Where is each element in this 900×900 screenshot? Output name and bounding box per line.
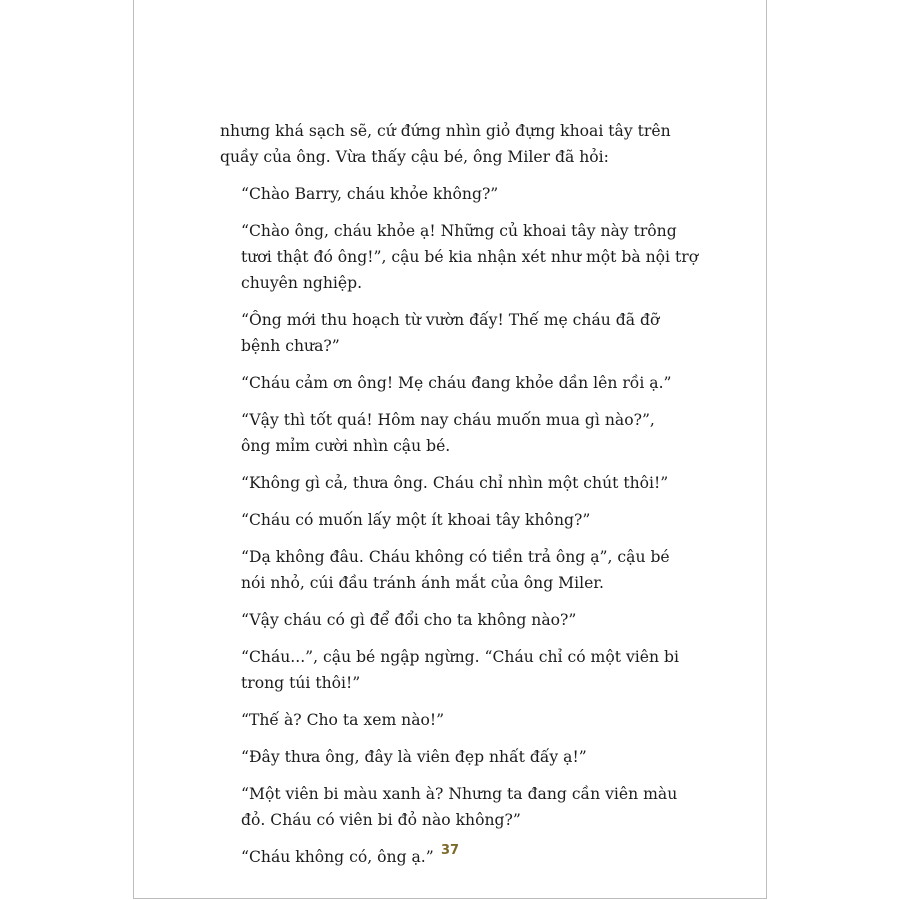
text-line: bệnh chưa?” <box>241 337 340 355</box>
text-line: “Một viên bi màu xanh à? Nhưng ta đang cần viên màu <box>241 785 678 803</box>
paragraph <box>220 644 681 696</box>
text-line: “Chào Barry, cháu khỏe không?” <box>241 185 499 203</box>
paragraph <box>220 781 681 833</box>
text-line: tươi thật đó ông!”, cậu bé kia nhận xét như một bà nội trợ <box>241 248 699 266</box>
text-line: “Vậy thì tốt quá! Hôm nay cháu muốn mua gì nào?”, <box>241 411 655 429</box>
text-line: “Cháu không có, ông ạ.” <box>241 848 434 866</box>
text-line: “Thế à? Cho ta xem nào!” <box>241 711 445 729</box>
text-line: “Vậy cháu có gì để đổi cho ta không nào?” <box>241 611 577 629</box>
paragraph <box>220 218 699 296</box>
text-line: “Cháu...”, cậu bé ngập ngừng. “Cháu chỉ có một viên bi <box>241 648 679 666</box>
story-text <box>220 118 699 881</box>
paragraph <box>220 607 681 633</box>
paragraph <box>220 307 681 359</box>
text-line: “Cháu có muốn lấy một ít khoai tây không?” <box>241 511 591 529</box>
text-line: ông mỉm cười nhìn cậu bé. <box>241 437 451 455</box>
text-line: nói nhỏ, cúi đầu tránh ánh mắt của ông Miler. <box>241 574 604 592</box>
paragraph <box>220 370 681 396</box>
text-line: quầy của ông. Vừa thấy cậu bé, ông Miler đã hỏi: <box>220 148 609 166</box>
text-line: trong túi thôi!” <box>241 674 361 692</box>
text-line: “Dạ không đâu. Cháu không có tiền trả ông ạ”, cậu bé <box>241 548 670 566</box>
paragraph <box>220 470 681 496</box>
paragraph <box>220 744 681 770</box>
text-line: “Ông mới thu hoạch từ vườn đấy! Thế mẹ cháu đã đỡ <box>241 311 660 329</box>
paragraph <box>220 181 681 207</box>
paragraph <box>220 544 681 596</box>
text-line: “Cháu cảm ơn ông! Mẹ cháu đang khỏe dần lên rồi ạ.” <box>241 374 672 392</box>
paragraph <box>220 118 681 170</box>
text-line: nhưng khá sạch sẽ, cứ đứng nhìn giỏ đựng khoai tây trên <box>220 122 671 140</box>
text-line: “Không gì cả, thưa ông. Cháu chỉ nhìn một chút thôi!” <box>241 474 669 492</box>
text-line: đỏ. Cháu có viên bi đỏ nào không?” <box>241 811 521 829</box>
paragraph <box>220 407 681 459</box>
paragraph <box>220 507 681 533</box>
text-line: “Đây thưa ông, đây là viên đẹp nhất đấy ạ!” <box>241 748 587 766</box>
book-page <box>133 0 767 899</box>
paragraph <box>220 707 681 733</box>
text-line: chuyên nghiệp. <box>241 274 363 292</box>
text-line: “Chào ông, cháu khỏe ạ! Những củ khoai tây này trông <box>241 222 677 240</box>
page-number: 37 <box>440 843 460 858</box>
